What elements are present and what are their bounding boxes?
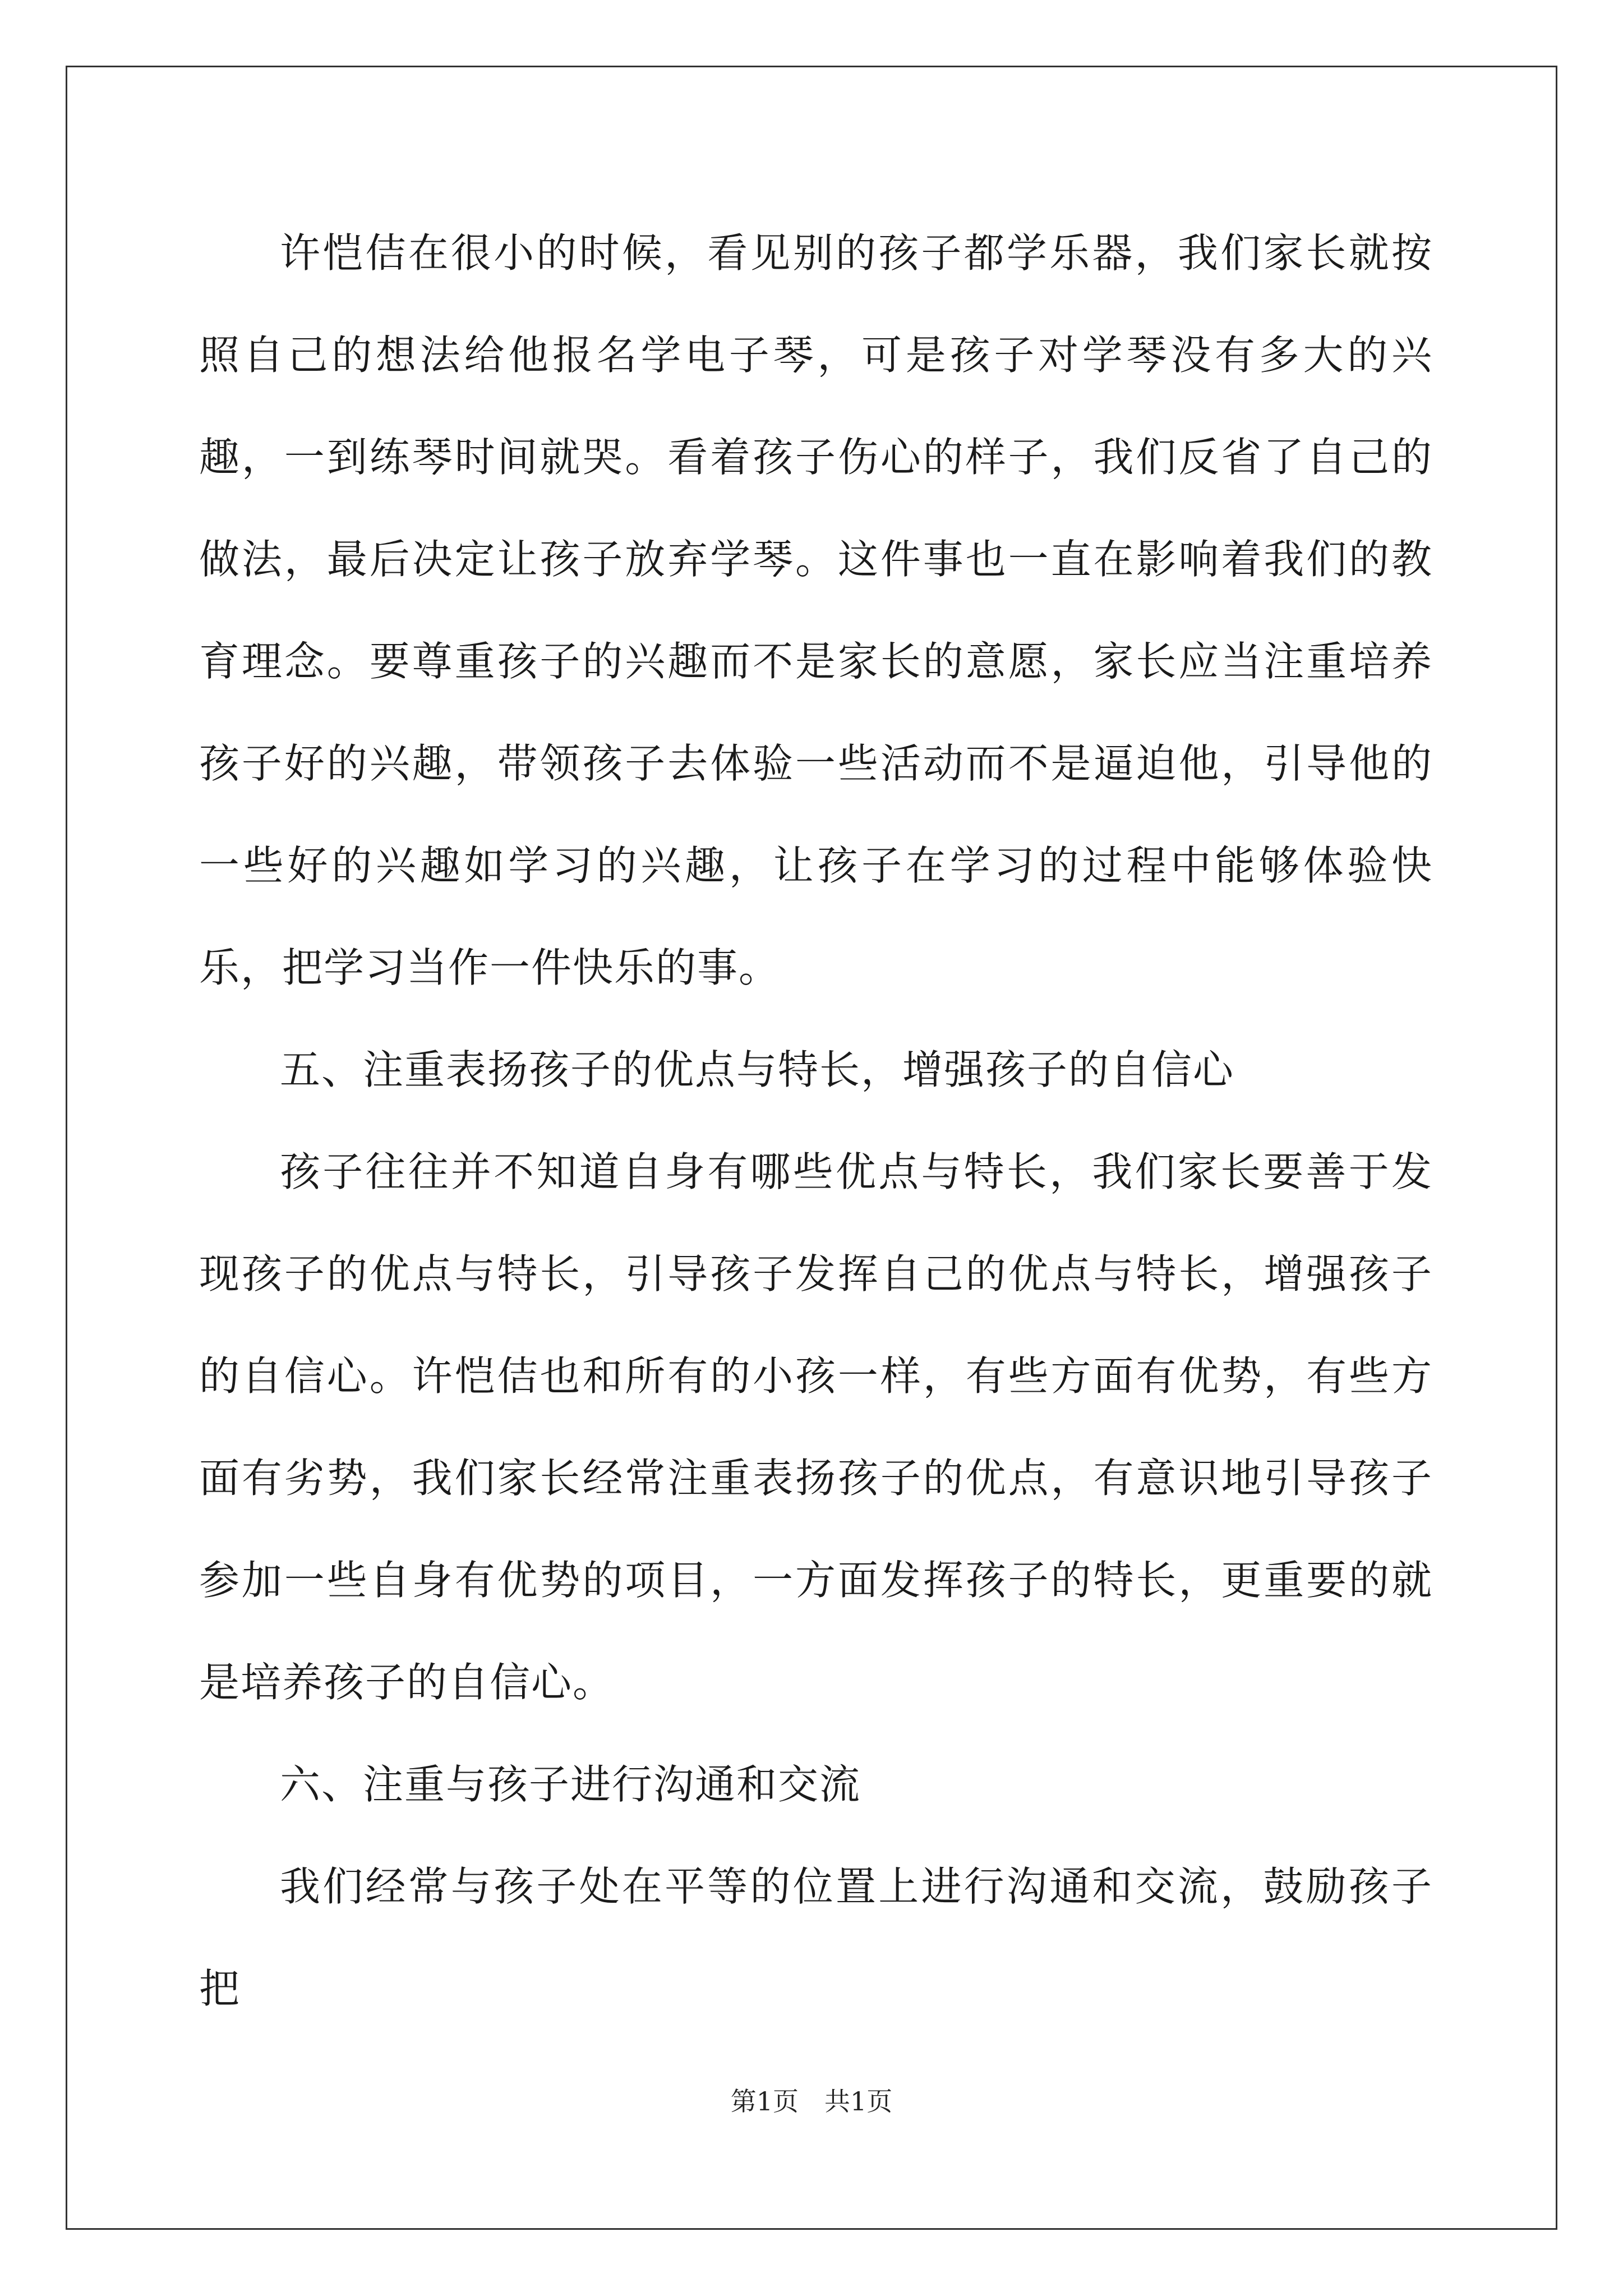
paragraph-1: 许恺佶在很小的时候，看见别的孩子都学乐器，我们家长就按照自己的想法给他报名学电子琴，可是孩子对学琴没有多大的兴趣，一到练琴时间就哭。看着孩子伤心的样子，我们反省了自己的做法，最后决定让孩子放弃学琴。这件事也一直在影响着我们的教育理念。要尊重孩子的兴趣而不是家长的意愿，家长应当注重培养孩子好的兴趣，带领孩子去体验一些活动而不是逼迫他，引导他的一些好的兴趣如学习的兴趣，让孩子在学习的过程中能够体验快乐，把学习当作一件快乐的事。 — [199, 229, 1433, 991]
page-number-footer: 第1页 共1页 — [730, 2086, 893, 2116]
document-body — [199, 202, 1433, 2040]
section-heading-5: 五、注重表扬孩子的优点与特长，增强孩子的自信心 — [280, 1046, 1235, 1093]
paragraph-3: 我们经常与孩子处在平等的位置上进行沟通和交流，鼓励孩子把 — [199, 1863, 1433, 2012]
paragraph-2: 孩子往往并不知道自身有哪些优点与特长，我们家长要善于发现孩子的优点与特长，引导孩子发挥自己的优点与特长，增强孩子的自信心。许恺佶也和所有的小孩一样，有些方面有优势，有些方面有劣势，我们家长经常注重表扬孩子的优点，有意识地引导孩子参加一些自身有优势的项目，一方面发挥孩子的特长，更重要的就是培养孩子的自信心。 — [199, 1148, 1433, 1706]
section-heading-6: 六、注重与孩子进行沟通和交流 — [280, 1761, 861, 1808]
